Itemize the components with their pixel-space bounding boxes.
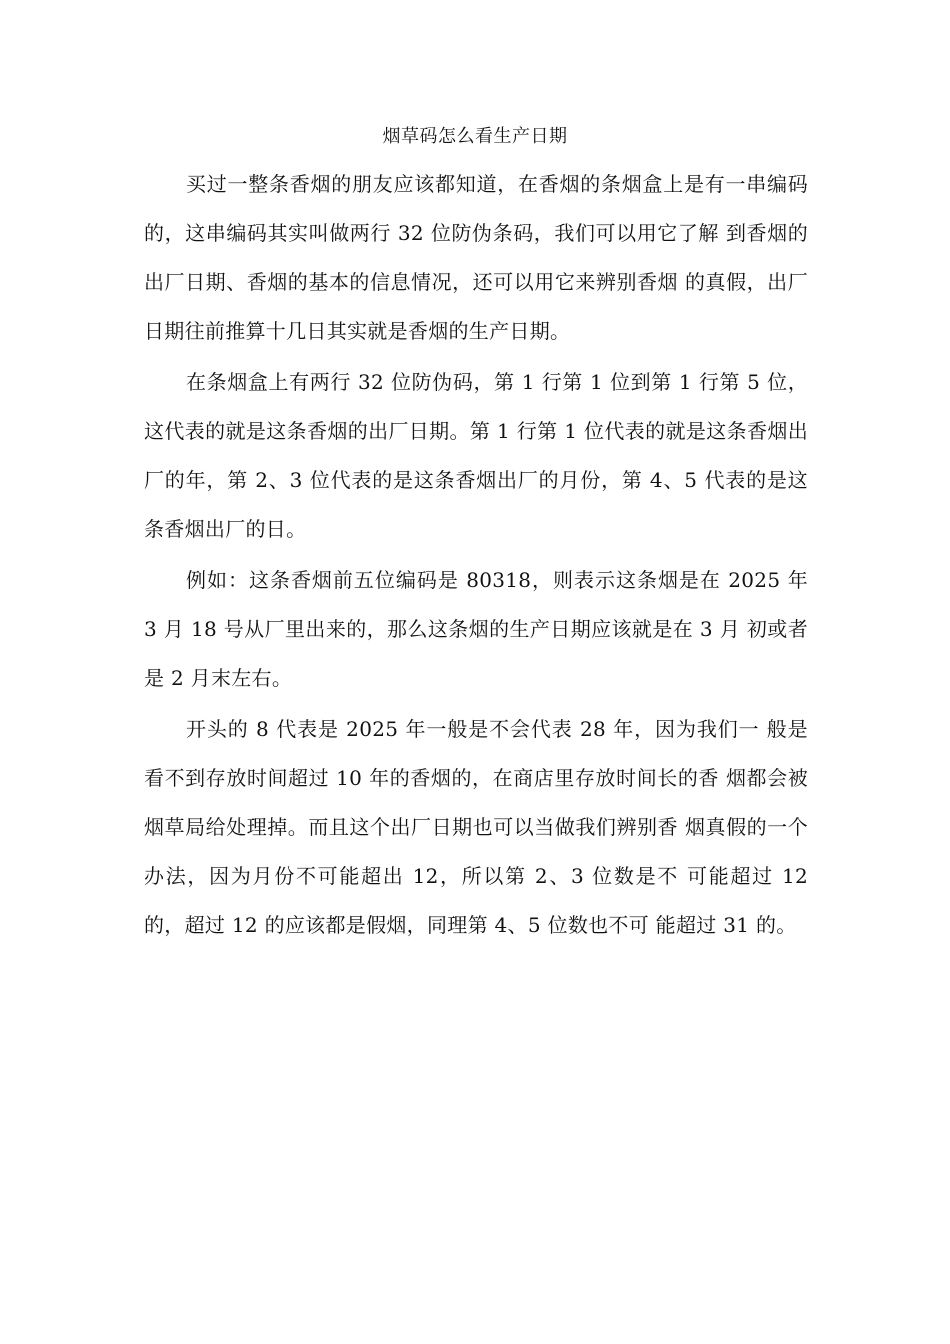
paragraph-3: 例如：这条香烟前五位编码是 80318，则表示这条烟是在 2025 年 3 月 18 号从厂里出来的，那么这条烟的生产日期应该就是在 3 月 初或者是 2 月末左右。 <box>144 568 808 690</box>
paragraph-2: 在条烟盒上有两行 32 位防伪码，第 1 行第 1 位到第 1 行第 5 位，这代表的就是这条香烟的出厂日期。第 1 行第 1 位代表的就是这条香烟出厂的年，第 2、3 位代表的是这条香烟出厂的月份，第 4、5 代表的是这条香烟出厂的日。 <box>144 370 808 541</box>
document-title: 烟草码怎么看生产日期 <box>382 126 568 147</box>
document-body <box>144 160 808 952</box>
paragraph-1: 买过一整条香烟的朋友应该都知道，在香烟的条烟盒上是有一串编码的，这串编码其实叫做两行 32 位防伪条码，我们可以用它了解 到香烟的出厂日期、香烟的基本的信息情况，还可以用它来辨别香烟 的真假，出厂日期往前推算十几日其实就是香烟的生产日期。 <box>144 172 808 343</box>
paragraph-4: 开头的 8 代表是 2025 年一般是不会代表 28 年，因为我们一 般是看不到存放时间超过 10 年的香烟的，在商店里存放时间长的香 烟都会被烟草局给处理掉。而且这个出厂日期也可以当做我们辨别香 烟真假的一个办法，因为月份不可能超出 12，所以第 2、3 位数是不 可能超过 12 的，超过 12 的应该都是假烟，同理第 4、5 位数也不可 能超过 31 的。 <box>144 717 808 937</box>
